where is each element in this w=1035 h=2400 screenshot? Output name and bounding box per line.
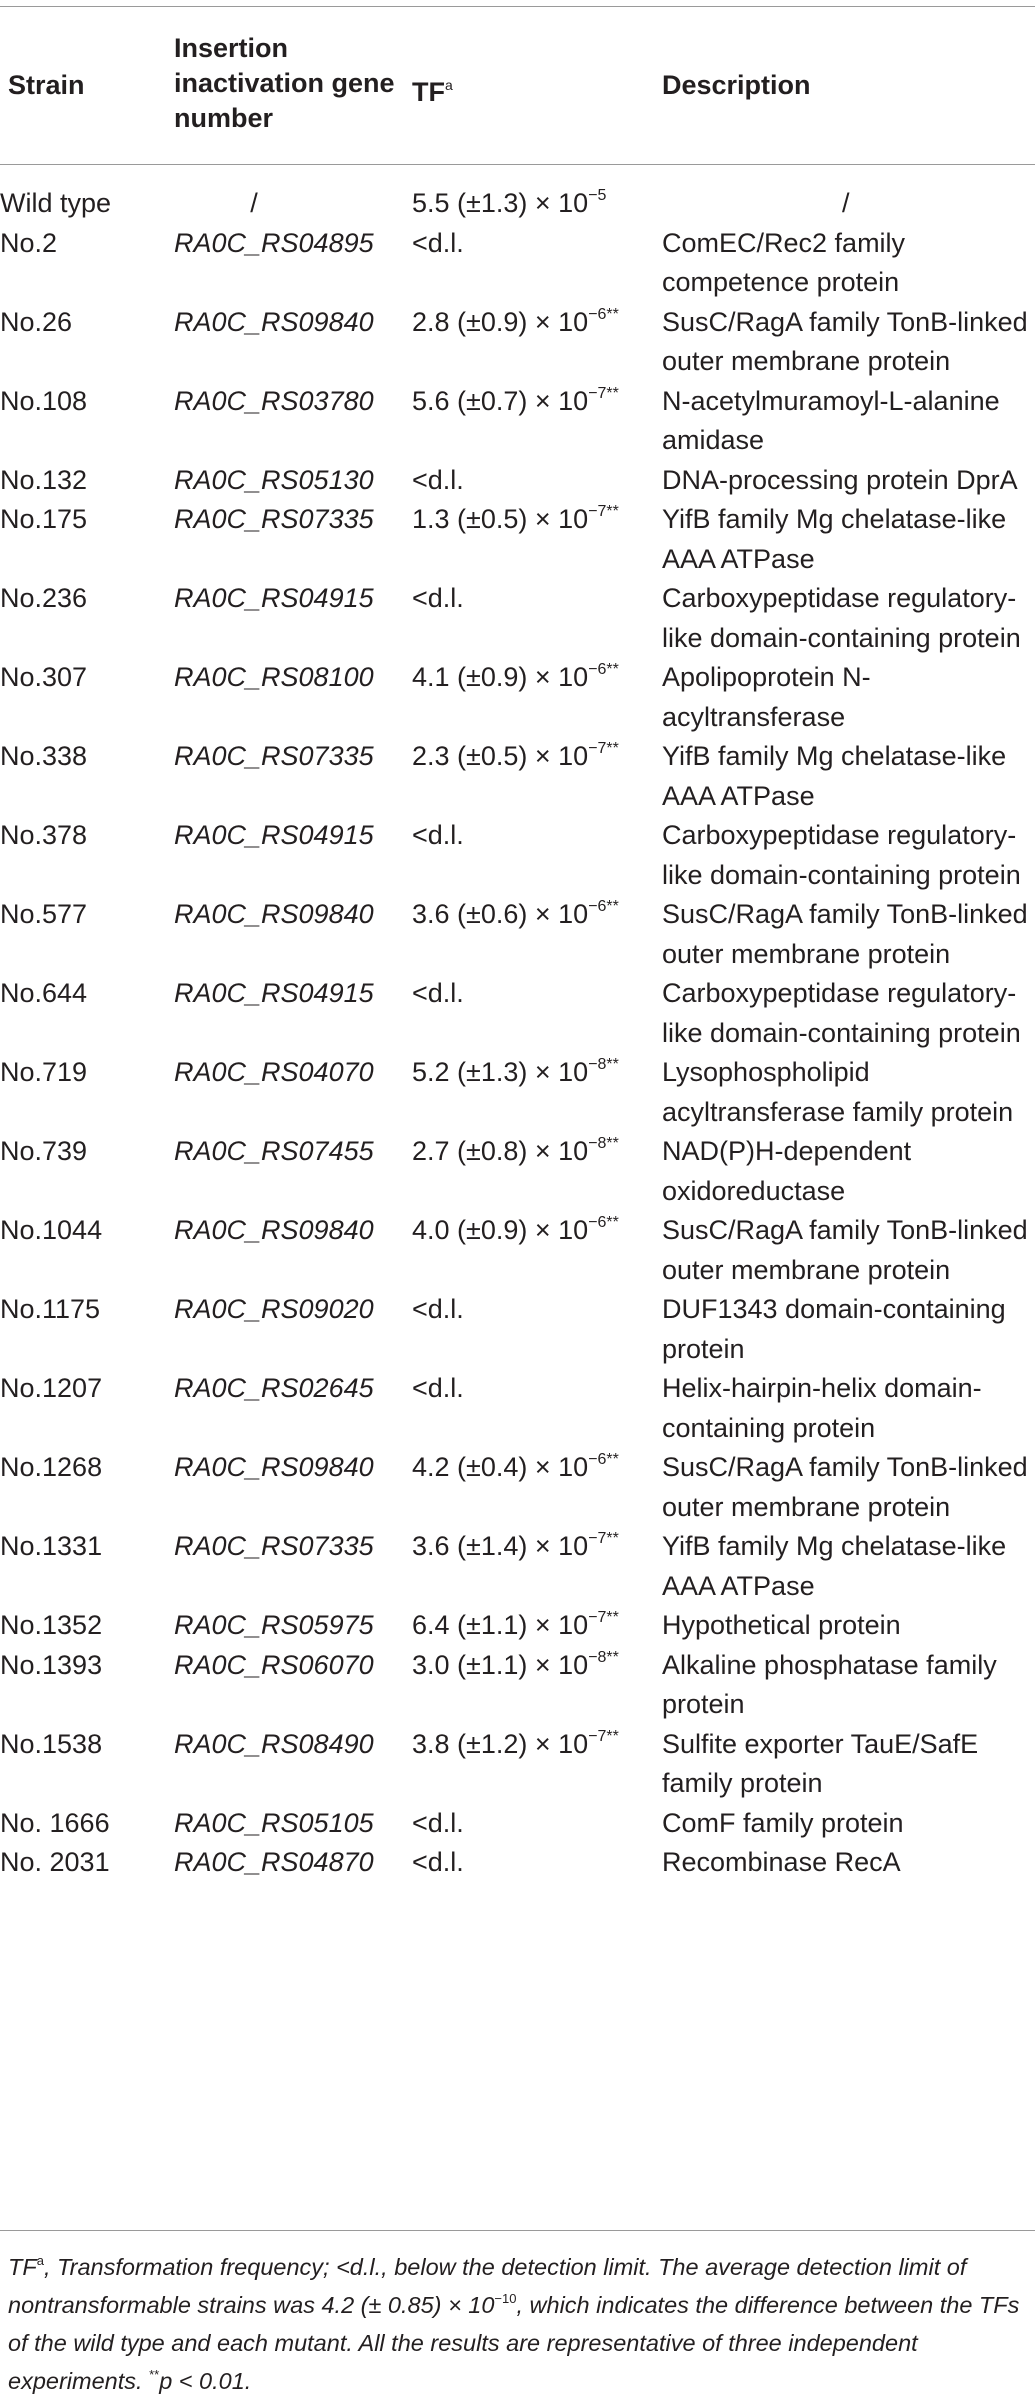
tf-value: 1.3 (±0.5) × 10: [412, 504, 589, 534]
cell-description: NAD(P)H-dependent oxidoreductase: [662, 1136, 912, 1206]
tf-value: <d.l.: [412, 227, 464, 258]
tf-exponent: −6**: [588, 1214, 619, 1231]
table-row: [0, 1132, 1035, 1211]
table-row: [0, 1843, 1035, 1883]
header-description: Description: [662, 70, 811, 100]
cell-description: YifB family Mg chelatase-like AAA ATPase: [662, 741, 1007, 811]
header-tf-label: TF: [412, 77, 445, 107]
tf-exponent: −7**: [588, 740, 619, 757]
cell-gene: RA0C_RS08490: [174, 1728, 374, 1759]
table-row: [0, 382, 1035, 461]
cell-description: /: [842, 188, 850, 218]
cell-tf: [412, 816, 662, 895]
table-row: [0, 816, 1035, 895]
footnote-sig-sup: **: [149, 2367, 160, 2382]
tf-value: 3.6 (±0.6) × 10: [412, 899, 589, 929]
cell-gene: RA0C_RS06070: [174, 1649, 374, 1680]
tf-value: 6.4 (±1.1) × 10: [412, 1610, 589, 1640]
cell-gene: RA0C_RS09840: [174, 306, 374, 337]
table-row: [0, 1448, 1035, 1527]
cell-gene: RA0C_RS09840: [174, 1215, 374, 1245]
cell-description: DUF1343 domain-containing protein: [662, 1294, 1006, 1364]
footnote-text-2: , which indicates the difference between the TFs of the wild type and each mutant. All the results are representative of three independent experiments.: [8, 2292, 1020, 2394]
table-footnote: [8, 2248, 1026, 2400]
cell-description: SusC/RagA family TonB-linked outer membrane protein: [662, 899, 1028, 969]
cell-description: Carboxypeptidase regulatory-like domain-containing protein: [662, 583, 1021, 653]
table-row: [0, 1290, 1035, 1369]
tf-exponent: −7**: [588, 1609, 619, 1626]
cell-description: DNA-processing protein DprA: [662, 464, 1018, 495]
header-tf: [412, 68, 453, 110]
cell-strain: No.132: [0, 464, 88, 495]
cell-gene: RA0C_RS02645: [174, 1373, 374, 1403]
tf-exponent: −6**: [588, 1451, 619, 1468]
cell-strain: No.1044: [0, 1215, 103, 1245]
tf-value: 3.8 (±1.2) × 10: [412, 1728, 589, 1759]
table-row: [0, 895, 1035, 974]
cell-strain: Wild type: [0, 188, 112, 218]
table-row: [0, 1211, 1035, 1290]
tf-value: <d.l.: [412, 1847, 464, 1877]
cell-gene: RA0C_RS05105: [174, 1807, 374, 1838]
cell-gene: RA0C_RS07455: [174, 1136, 374, 1166]
footnote-text-1: , Transformation frequency; <d.l., below the detection limit. The average detection limit of nontransformable strains was 4.2 (± 0.85) × 10: [8, 2254, 967, 2318]
tf-value: 3.0 (±1.1) × 10: [412, 1649, 589, 1680]
cell-gene: RA0C_RS04895: [174, 227, 374, 258]
cell-tf: [412, 1211, 662, 1290]
cell-gene: RA0C_RS04915: [174, 978, 374, 1008]
tf-value: 5.6 (±0.7) × 10: [412, 385, 589, 416]
table-body: [0, 184, 1035, 1883]
cell-description: ComF family protein: [662, 1807, 904, 1838]
table-row: [0, 737, 1035, 816]
footnote-tf-sup: a: [36, 2253, 44, 2268]
cell-tf: [412, 1725, 662, 1804]
cell-tf: [412, 1646, 662, 1725]
cell-tf: [412, 1369, 662, 1448]
cell-description: YifB family Mg chelatase-like AAA ATPase: [662, 1531, 1007, 1601]
header-gene: Insertion inactivation gene number: [174, 33, 395, 133]
cell-description: Hypothetical protein: [662, 1610, 901, 1640]
table-row: [0, 1527, 1035, 1606]
cell-gene: RA0C_RS05975: [174, 1610, 374, 1640]
table-row: [0, 1053, 1035, 1132]
cell-tf: [412, 1448, 662, 1527]
cell-tf: [412, 579, 662, 658]
table-row: [0, 1606, 1035, 1646]
cell-description: Apolipoprotein N-acyltransferase: [662, 662, 871, 732]
table-row: [0, 461, 1035, 501]
cell-strain: No.644: [0, 978, 88, 1008]
tf-value: <d.l.: [412, 1807, 464, 1838]
cell-tf: [412, 1290, 662, 1369]
cell-tf: [412, 303, 662, 382]
tf-value: <d.l.: [412, 583, 464, 613]
cell-tf: [412, 184, 662, 224]
cell-strain: No.2: [0, 227, 58, 258]
cell-tf: [412, 382, 662, 461]
footnote-sig-text: p < 0.01.: [159, 2368, 252, 2394]
tf-exponent: −5: [588, 187, 607, 204]
tf-value: <d.l.: [412, 978, 464, 1008]
cell-gene: RA0C_RS03780: [174, 385, 374, 416]
cell-strain: No. 1666: [0, 1807, 110, 1838]
cell-description: Recombinase RecA: [662, 1847, 901, 1877]
cell-tf: [412, 658, 662, 737]
tf-value: 2.3 (±0.5) × 10: [412, 741, 589, 771]
cell-gene: RA0C_RS04070: [174, 1057, 374, 1087]
cell-gene: /: [250, 188, 258, 218]
cell-description: Helix-hairpin-helix domain-containing protein: [662, 1373, 982, 1443]
cell-strain: No.1393: [0, 1649, 103, 1680]
tf-exponent: −6**: [588, 661, 619, 678]
tf-value: 5.5 (±1.3) × 10: [412, 188, 589, 218]
cell-gene: RA0C_RS07335: [174, 741, 374, 771]
cell-tf: [412, 895, 662, 974]
cell-tf: [412, 1843, 662, 1883]
cell-tf: [412, 1606, 662, 1646]
footnote-tf-label: TF: [8, 2254, 37, 2280]
header-strain: Strain: [8, 70, 85, 100]
cell-gene: RA0C_RS04870: [174, 1847, 374, 1877]
cell-strain: No.1538: [0, 1728, 103, 1759]
cell-description: N-acetylmuramoyl-L-alanine amidase: [662, 385, 1000, 455]
tf-exponent: −7**: [588, 1727, 619, 1745]
cell-tf: [412, 1053, 662, 1132]
cell-gene: RA0C_RS05130: [174, 464, 374, 495]
table-row: [0, 184, 1035, 224]
cell-gene: RA0C_RS07335: [174, 1531, 374, 1561]
tf-value: 4.0 (±0.9) × 10: [412, 1215, 589, 1245]
table-row: [0, 224, 1035, 303]
cell-strain: No.1268: [0, 1452, 103, 1482]
tf-value: <d.l.: [412, 1373, 464, 1403]
cell-description: Lysophospholipid acyltransferase family protein: [662, 1057, 1014, 1127]
footnote-exp-1: −10: [494, 2291, 517, 2306]
cell-strain: No.577: [0, 899, 88, 929]
footer-rule: [0, 2230, 1035, 2231]
cell-description: Sulfite exporter TauE/SafE family protein: [662, 1728, 979, 1798]
tf-exponent: −8**: [588, 1135, 619, 1152]
cell-strain: No.338: [0, 741, 88, 771]
tf-value: 5.2 (±1.3) × 10: [412, 1057, 589, 1087]
cell-tf: [412, 737, 662, 816]
cell-description: Alkaline phosphatase family protein: [662, 1649, 997, 1719]
header-tf-sup: a: [445, 77, 453, 93]
table-row: [0, 1804, 1035, 1844]
cell-strain: No.1352: [0, 1610, 103, 1640]
tf-exponent: −6**: [588, 898, 619, 915]
cell-description: YifB family Mg chelatase-like AAA ATPase: [662, 504, 1007, 574]
tf-value: <d.l.: [412, 464, 464, 495]
cell-strain: No.236: [0, 583, 88, 613]
tf-value: <d.l.: [412, 1294, 464, 1324]
cell-strain: No. 2031: [0, 1847, 110, 1877]
cell-tf: [412, 1527, 662, 1606]
cell-tf: [412, 974, 662, 1053]
table-row: [0, 579, 1035, 658]
table-row: [0, 1725, 1035, 1804]
table-row: [0, 303, 1035, 382]
cell-tf: [412, 1804, 662, 1844]
cell-gene: RA0C_RS09840: [174, 899, 374, 929]
cell-description: SusC/RagA family TonB-linked outer membrane protein: [662, 1215, 1028, 1285]
cell-gene: RA0C_RS09020: [174, 1294, 374, 1324]
tf-value: 4.2 (±0.4) × 10: [412, 1452, 589, 1482]
tf-exponent: −7**: [588, 384, 619, 402]
tf-value: 2.7 (±0.8) × 10: [412, 1136, 589, 1166]
cell-gene: RA0C_RS04915: [174, 820, 374, 850]
cell-gene: RA0C_RS09840: [174, 1452, 374, 1482]
table-row: [0, 1646, 1035, 1725]
tf-value: 2.8 (±0.9) × 10: [412, 306, 589, 337]
cell-tf: [412, 1132, 662, 1211]
tf-exponent: −7**: [588, 1530, 619, 1547]
cell-strain: No.1207: [0, 1373, 103, 1403]
cell-strain: No.108: [0, 385, 88, 416]
tf-value: 4.1 (±0.9) × 10: [412, 662, 589, 692]
data-table: [0, 184, 1035, 1883]
cell-strain: No.307: [0, 662, 88, 692]
tf-exponent: −8**: [588, 1056, 619, 1073]
cell-description: Carboxypeptidase regulatory-like domain-containing protein: [662, 820, 1021, 890]
cell-strain: No.175: [0, 504, 88, 534]
table-row: [0, 1369, 1035, 1448]
cell-strain: No.378: [0, 820, 88, 850]
cell-gene: RA0C_RS07335: [174, 504, 374, 534]
cell-tf: [412, 224, 662, 303]
table-row: [0, 500, 1035, 579]
cell-tf: [412, 500, 662, 579]
table-row: [0, 974, 1035, 1053]
cell-description: SusC/RagA family TonB-linked outer membrane protein: [662, 306, 1028, 376]
cell-strain: No.26: [0, 306, 73, 337]
tf-value: 3.6 (±1.4) × 10: [412, 1531, 589, 1561]
cell-strain: No.1331: [0, 1531, 103, 1561]
tf-exponent: −8**: [588, 1648, 619, 1666]
cell-description: Carboxypeptidase regulatory-like domain-containing protein: [662, 978, 1021, 1048]
cell-gene: RA0C_RS08100: [174, 662, 374, 692]
tf-exponent: −7**: [588, 503, 619, 520]
header-rule: [0, 164, 1035, 165]
cell-gene: RA0C_RS04915: [174, 583, 374, 613]
tf-exponent: −6**: [588, 305, 619, 323]
tf-value: <d.l.: [412, 820, 464, 850]
cell-tf: [412, 461, 662, 501]
top-rule: [0, 6, 1035, 7]
table-row: [0, 658, 1035, 737]
cell-description: SusC/RagA family TonB-linked outer membrane protein: [662, 1452, 1028, 1522]
cell-strain: No.739: [0, 1136, 88, 1166]
cell-strain: No.1175: [0, 1294, 101, 1324]
cell-description: ComEC/Rec2 family competence protein: [662, 227, 906, 297]
cell-strain: No.719: [0, 1057, 88, 1087]
